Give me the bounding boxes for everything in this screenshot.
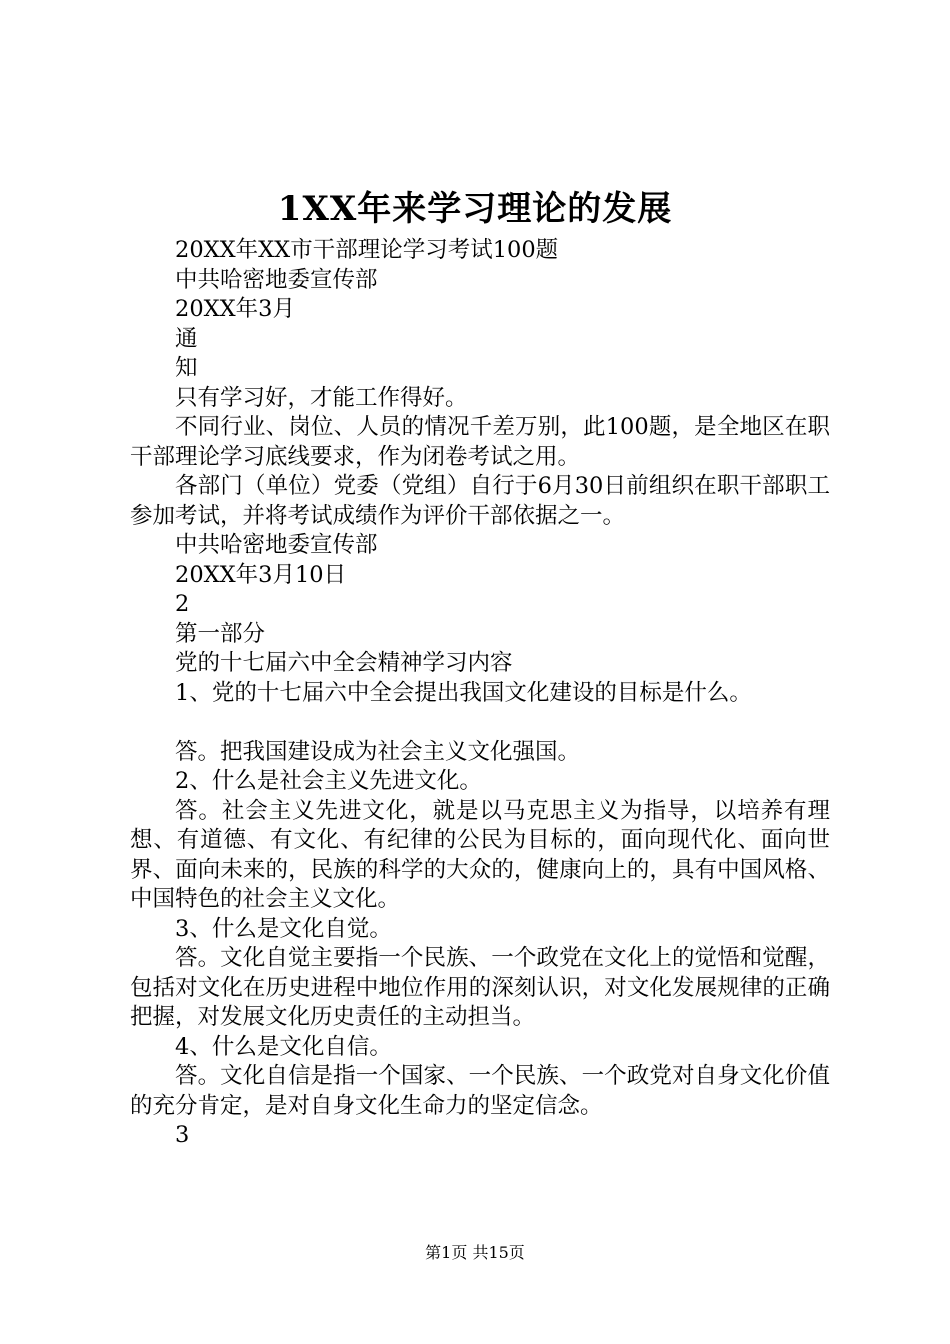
- paragraph-notice-2: 知: [175, 355, 198, 381]
- paragraph-exam-title: 20XX年XX市干部理论学习考试100题: [175, 237, 559, 263]
- paragraph-text: 不同行业、岗位、人员的情况千差万别，此100题，是全地区在职干部理论学习底线要求，作为闭卷考试之用。: [130, 414, 830, 470]
- paragraph-signature: 中共哈密地委宣传部: [175, 532, 378, 558]
- paragraph-signature-date: 20XX年3月10日: [175, 561, 347, 588]
- paragraph-text: 只有学习好，才能工作得好。: [175, 384, 468, 411]
- paragraph-notice-1: 通: [175, 325, 198, 352]
- paragraph-section-subheading: 党的十七届六中全会精神学习内容: [175, 650, 513, 676]
- paragraph-text: 各部门（单位）党委（党组）自行于6月30日前组织在职干部职工参加考试，并将考试成绩作为评价干部依据之一。: [130, 473, 830, 529]
- answer-1: 答。把我国建设成为社会主义文化强国。: [175, 738, 581, 765]
- paragraph-number: 2: [175, 591, 190, 617]
- paragraph-section-heading: 第一部分: [175, 620, 266, 647]
- paragraph-issuer: 中共哈密地委宣传部: [175, 266, 378, 293]
- question-3: 3、什么是文化自觉。: [175, 915, 392, 942]
- answer-4: 答。文化自信是指一个国家、一个民族、一个政党对自身文化价值的充分肯定，是对自身文化生命力的坚定信念。: [130, 1063, 830, 1119]
- paragraph-number: 3: [175, 1122, 190, 1148]
- answer-2: 答。社会主义先进文化，就是以马克思主义为指导，以培养有理想、有道德、有文化、有纪律的公民为目标的，面向现代化、面向世界、面向未来的，民族的科学的大众的，健康向上的，具有中国风格、中国特色的社会主义文化。: [130, 797, 830, 912]
- paragraph-date: 20XX年3月: [175, 296, 295, 322]
- question-2: 2、什么是社会主义先进文化。: [175, 768, 482, 794]
- question-1: 1、党的十七届六中全会提出我国文化建设的目标是什么。: [175, 679, 752, 706]
- document-title: 1XX年来学习理论的发展: [277, 189, 673, 229]
- answer-3: 答。文化自觉主要指一个民族、一个政党在文化上的觉悟和觉醒，包括对文化在历史进程中地位作用的深刻认识，对文化发展规律的正确把握，对发展文化历史责任的主动担当。: [130, 945, 830, 1030]
- blank-line: [130, 708, 830, 738]
- question-4: 4、什么是文化自信。: [175, 1033, 392, 1060]
- document-body: [130, 236, 830, 1151]
- page-footer: 第1页 共15页: [425, 1243, 525, 1262]
